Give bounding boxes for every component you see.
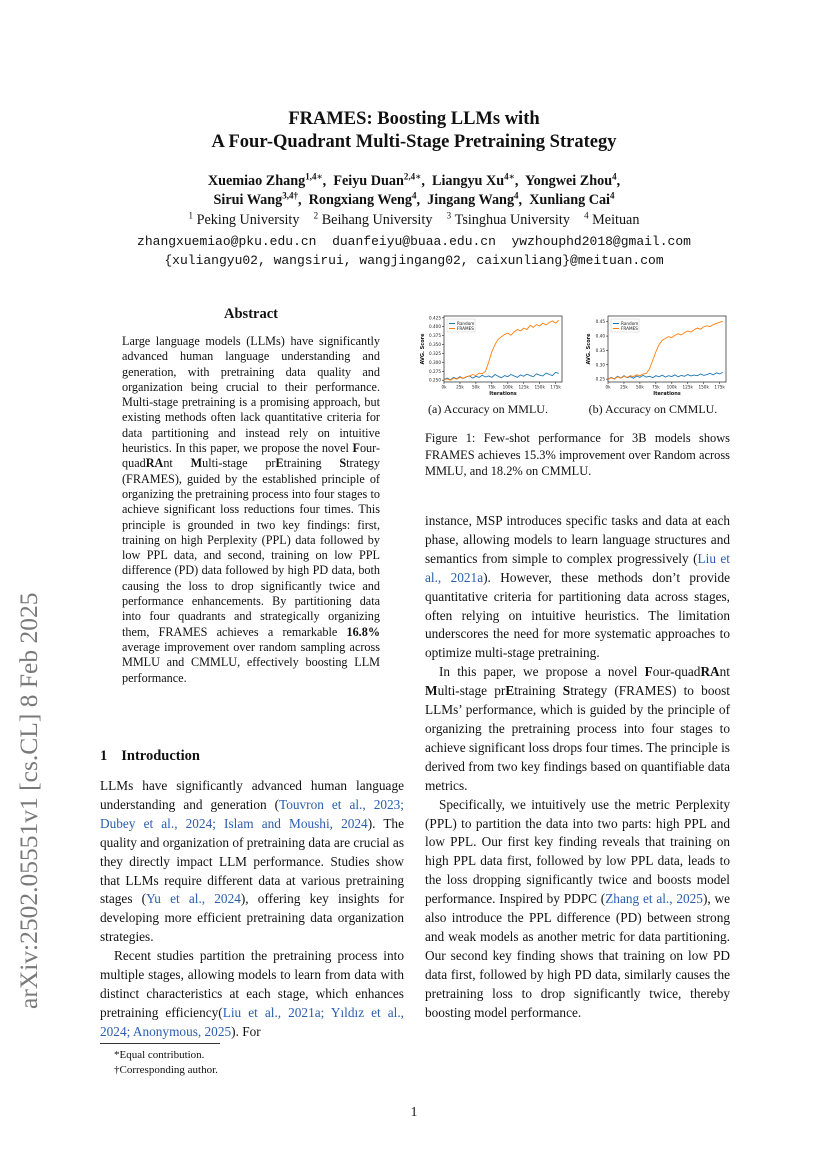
x-tick-label: 100k xyxy=(502,384,513,390)
affil-name: Beihang University xyxy=(321,212,433,228)
y-tick-label: 0.375 xyxy=(429,333,441,339)
x-tick-label: 0k xyxy=(441,384,447,390)
y-axis-label: AVG. Score xyxy=(586,333,592,365)
y-tick-label: 0.400 xyxy=(429,324,441,330)
intro-paragraph-2 xyxy=(100,947,404,1042)
name-part: training xyxy=(514,683,563,699)
x-tick-label: 75k xyxy=(487,384,496,390)
author-name: Sirui Wang xyxy=(213,192,283,208)
author-affil-mark: 4 xyxy=(514,190,519,201)
y-tick-label: 0.275 xyxy=(429,368,441,374)
affil-name: Meituan xyxy=(592,212,640,228)
author-name: Rongxiang Weng xyxy=(308,192,413,208)
footnote-rule xyxy=(100,1043,220,1044)
author-affil-mark: 3,4† xyxy=(282,190,298,201)
x-tick-label: 50k xyxy=(472,384,480,390)
footnote-corresponding-author: †Corresponding author. xyxy=(114,1064,218,1076)
name-part: E xyxy=(505,683,515,699)
affil-number: 4 xyxy=(584,210,589,221)
paragraph-text: ), we also introduce the PPL difference (PD) between strong and weak models as another metric for data partitioning. Our second key finding shows that training on low PD data first, followed by high PD data, similarly causes the pretraining loss to drop significantly twice, thereby boosting model performance. xyxy=(425,891,730,1020)
paper-title xyxy=(0,108,828,154)
x-axis-label: Iterations xyxy=(489,391,517,397)
author-affil-mark: 4 xyxy=(412,190,417,201)
intro-right-column xyxy=(425,512,730,1022)
figure-1a-mmlu-chart xyxy=(416,312,566,400)
x-tick-label: 175k xyxy=(714,384,725,390)
x-tick-label: 25k xyxy=(620,384,628,390)
author-emails xyxy=(0,232,828,270)
right-paragraph-1 xyxy=(425,512,730,663)
figure-1b-cmmlu-chart xyxy=(580,312,730,400)
y-axis-label: AVG. Score xyxy=(420,333,426,365)
abstract-text-1: Large language models (LLMs) have significantly advanced human language understanding and generation, with pretraining data quality and organization being crucial to their performance. Multi-stage pretraining is a promising approach, but existing methods often lack quantitative criteria for data partitioning and instead rely on intuitive heuristics. In this paper, we propose the novel xyxy=(122,334,380,456)
footnotes xyxy=(114,1048,218,1078)
name-part: F xyxy=(644,664,653,680)
name-part: RA xyxy=(145,456,164,471)
subfigure-caption-b: (b) Accuracy on CMMLU. xyxy=(588,402,718,416)
arxiv-identifier: arXiv:2502.05551v1 [cs.CL] 8 Feb 2025 xyxy=(14,592,43,1009)
citation-link[interactable]: Zhang et al., 2025 xyxy=(605,891,703,907)
title-line-2: A Four-Quadrant Multi-Stage Pretraining Strategy xyxy=(211,132,617,152)
x-tick-label: 150k xyxy=(698,384,709,390)
intro-paragraph-1 xyxy=(100,777,404,947)
abstract-improvement-value: 16.8% xyxy=(346,624,380,639)
name-part: our-quad xyxy=(122,441,380,471)
author-line-1: Xuemiao Zhang$^{1,4∗}$, Feiyu Duan$^{2,4∗}$, Liangyu $Xu^{4∗}$, Yongwei Zhou$^4$, xyxy=(207,171,621,189)
legend-label: FRAMES xyxy=(457,326,474,331)
y-tick-label: 0.30 xyxy=(595,362,605,368)
name-part: trategy xyxy=(570,683,608,699)
affil-name: Tsinghua University xyxy=(454,212,570,228)
citation-link[interactable]: Touvron et al., 2023; Dubey et al., 2024; Islam and Moushi, 2024 xyxy=(100,796,404,831)
name-part: RA xyxy=(700,664,720,680)
paragraph-text: ). The quality and organization of pretraining data are crucial as they directly impact LLM performance. Studies show that LLMs require different data at various pretraining stages ( xyxy=(100,815,404,907)
name-part: training xyxy=(283,456,340,471)
y-tick-label: 0.325 xyxy=(429,350,441,356)
section-title: Introduction xyxy=(121,748,200,764)
affil-name: Peking University xyxy=(196,212,300,228)
legend-label: FRAMES xyxy=(621,326,638,331)
y-tick-label: 0.250 xyxy=(429,377,441,383)
affil-number: 1 xyxy=(188,210,194,221)
name-part: M xyxy=(425,683,438,699)
name-part: S xyxy=(562,683,571,699)
paragraph-text: instance, MSP introduces specific tasks and data at each phase, allowing models to learn language structures and semantics from simple to complex progressively ( xyxy=(425,513,730,566)
name-part: ulti-stage pr xyxy=(437,683,506,699)
right-paragraph-2 xyxy=(425,663,730,795)
paragraph-text: ). For xyxy=(231,1023,261,1039)
name-part: S xyxy=(339,456,347,471)
author-name: Xunliang Cai xyxy=(529,192,611,208)
x-tick-label: 125k xyxy=(518,384,529,390)
abstract-text-2: (FRAMES), guided by the established principle of organizing the pretraining process into four stages to achieve significant loss reductions four times. This principle is grounded in two key findings: first, training on high Perplexity (PPL) data followed by low PPL data, and second, training on low PPL difference (PD) data followed by high PD data, both causing the loss to drop significantly twice and performance enhancements. By partitioning data into four quadrants and strategically organizing them, FRAMES achieves a remarkable xyxy=(122,471,380,639)
email-line-2: {xuliangyu02, wangsirui, wangjingang02, caixunliang}@meituan.com xyxy=(164,253,664,268)
y-tick-label: 0.425 xyxy=(429,315,441,321)
name-part: trategy xyxy=(346,456,380,471)
section-heading-introduction xyxy=(100,748,200,765)
name-part: nt xyxy=(719,664,730,680)
paragraph-text: In this paper, we propose a novel xyxy=(439,664,645,680)
affil-number: 2 xyxy=(313,210,319,221)
paragraph-text: LLMs have significantly advanced human language understanding and generation ( xyxy=(100,778,404,812)
author-affil-mark: 2,4∗ xyxy=(403,171,422,182)
affil-number: 3 xyxy=(446,210,452,221)
y-tick-label: 0.45 xyxy=(595,319,605,325)
abstract-heading: Abstract xyxy=(224,306,278,322)
author-name: Liangyu Xu xyxy=(431,173,505,189)
paragraph-text: ). However, these methods don’t provide quantitative criteria for partitioning data across stages, often relying on intuitive heuristics. The limitation underscores the need for more systematic approaches to optimize multi-stage pretraining. xyxy=(425,569,730,661)
intro-left-column xyxy=(100,777,404,1042)
name-part: our-quad xyxy=(652,664,701,680)
x-tick-label: 125k xyxy=(682,384,693,390)
paragraph-text: Specifically, we intuitively use the metric Perplexity (PPL) to partition the data into two parts: high PPL and low PPL. Our first key finding reveals that training on high PPL data first, followed by low PPL data, leads to the loss dropping significantly twice and boosts model performance. Inspired by PDPC ( xyxy=(425,796,730,907)
y-tick-label: 0.350 xyxy=(429,342,441,348)
abstract-text-3: average improvement over random sampling across MMLU and CMMLU, effectively boosting LLM performance. xyxy=(122,639,380,685)
x-axis-label: Iterations xyxy=(653,391,681,397)
author-name: Yongwei Zhou xyxy=(524,173,613,189)
legend-label: Random xyxy=(621,321,639,326)
x-tick-label: 175k xyxy=(550,384,561,390)
name-part: E xyxy=(275,456,284,471)
y-tick-label: 0.300 xyxy=(429,359,441,365)
right-paragraph-3 xyxy=(425,796,730,1023)
name-part: F xyxy=(352,441,360,456)
y-tick-label: 0.35 xyxy=(595,347,605,353)
author-affil-mark: 4 xyxy=(610,190,615,201)
y-tick-label: 0.25 xyxy=(595,376,605,382)
x-tick-label: 100k xyxy=(666,384,677,390)
series-line-random xyxy=(608,372,723,379)
page-number: 1 xyxy=(410,1104,418,1119)
author-affil-mark: 4 xyxy=(612,171,617,182)
subfigure-caption-a: (a) Accuracy on MMLU. xyxy=(428,402,548,416)
x-tick-label: 75k xyxy=(651,384,660,390)
author-affil-mark: 1,4∗ xyxy=(305,171,323,182)
author-affil-mark: 4∗ xyxy=(504,171,515,182)
citation-link[interactable]: Liu et al., 2021a; Yıldız et al., 2024; Anonymous, 2025 xyxy=(100,1004,405,1039)
paragraph-text: Recent studies partition the pretraining process into multiple stages, allowing models to learn from data with distinct characteristics at each stage, which enhances pretraining efficiency( xyxy=(100,948,404,1020)
affiliations xyxy=(0,211,828,230)
chart-svg xyxy=(416,312,566,400)
figure-1-caption: Figure 1: Few-shot performance for 3B models shows FRAMES achieves 15.3% improvement over Random across MMLU, and 18.2% on CMMLU. xyxy=(425,431,730,478)
x-tick-label: 150k xyxy=(534,384,545,390)
x-tick-label: 50k xyxy=(636,384,644,390)
name-part: M xyxy=(190,456,203,471)
author-name: Jingang Wang xyxy=(427,192,515,208)
section-number: 1 xyxy=(100,748,108,764)
abstract-body xyxy=(122,334,380,686)
paragraph-text: (FRAMES) to boost LLMs’ performance, which is guided by the principle of organizing the pretraining process into four stages to achieve significant loss drops four times. The principle is derived from two key findings based on quantifiable data metrics. xyxy=(425,683,730,793)
paragraph-text: ), offering key insights for developing more efficient pretraining data organization strategies. xyxy=(100,891,405,945)
email-line-1: zhangxuemiao@pku.edu.cn duanfeiyu@buaa.edu.cn ywzhouphd2018@gmail.com xyxy=(137,234,691,249)
y-tick-label: 0.40 xyxy=(595,333,605,339)
x-tick-label: 25k xyxy=(456,384,464,390)
title-line-1: FRAMES: Boosting LLMs with xyxy=(288,109,540,129)
author-line-2: Sirui Wang$^{3,4\dagger}$, Rongxiang Weng$^4$, Jingang Wang$^4$, Xunliang Cai$^4$ xyxy=(213,190,615,208)
footnote-equal-contribution: *Equal contribution. xyxy=(114,1049,205,1061)
legend-label: Random xyxy=(457,321,475,326)
name-part: ulti-stage pr xyxy=(202,456,276,471)
citation-link[interactable]: Liu et al., 2021a xyxy=(425,550,730,585)
series-line-random xyxy=(444,372,559,379)
chart-svg xyxy=(580,312,730,400)
x-tick-label: 0k xyxy=(605,384,611,390)
author-list xyxy=(0,172,828,210)
name-part: nt xyxy=(163,456,191,471)
author-name: Xuemiao Zhang xyxy=(207,173,306,189)
author-name: Feiyu Duan xyxy=(333,173,404,189)
citation-link[interactable]: Yu et al., 2024 xyxy=(146,891,241,907)
